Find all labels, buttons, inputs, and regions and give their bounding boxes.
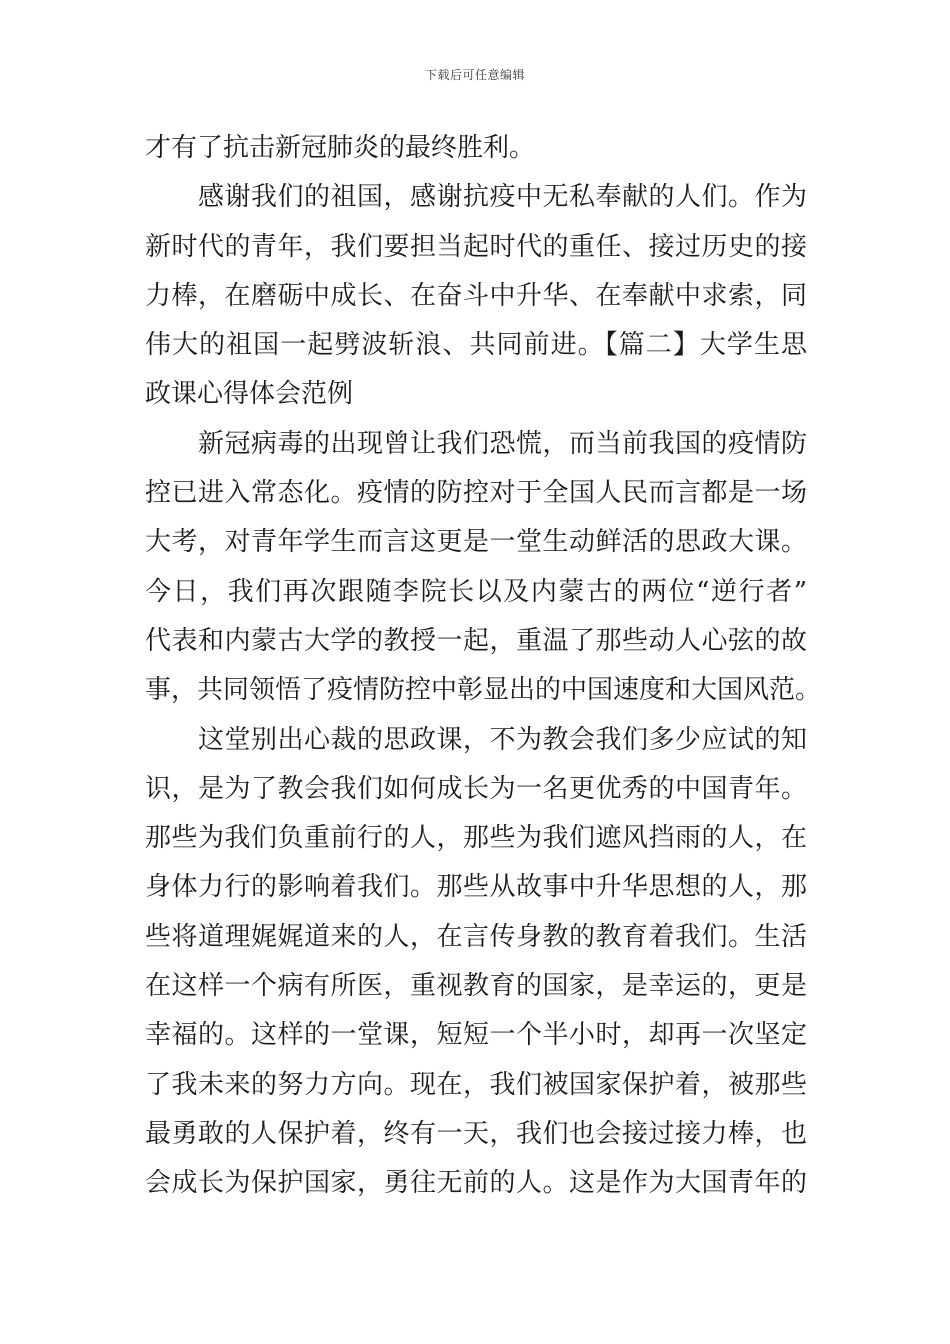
text-line: 伟大的祖国一起劈波斩浪、共同前进。【篇二】大学生思	[145, 330, 807, 361]
text-line: 感谢我们的祖国，感谢抗疫中无私奉献的人们。作为	[145, 182, 807, 213]
text-line: 了我未来的努力方向。现在，我们被国家保护着，被那些	[145, 1069, 807, 1100]
text-line: 最勇敢的人保护着，终有一天，我们也会接过接力棒，也	[145, 1118, 807, 1149]
text-line: 新时代的青年，我们要担当起时代的重任、接过历史的接	[145, 231, 807, 262]
text-line: 今日，我们再次跟随李院长以及内蒙古的两位“逆行者”	[145, 576, 807, 607]
text-line: 政课心得体会范例	[145, 379, 354, 410]
text-line: 才有了抗击新冠肺炎的最终胜利。	[145, 133, 536, 163]
text-line: 在这样一个病有所医，重视教育的国家，是幸运的，更是	[145, 971, 807, 1002]
text-line: 控已进入常态化。疫情的防控对于全国人民而言都是一场	[145, 478, 807, 509]
text-line: 那些为我们负重前行的人，那些为我们遮风挡雨的人，在	[145, 823, 807, 854]
text-line: 身体力行的影响着我们。那些从故事中升华思想的人，那	[145, 872, 807, 903]
header-note: 下载后可任意编辑	[424, 68, 525, 82]
text-line: 些将道理娓娓道来的人，在言传身教的教育着我们。生活	[145, 921, 807, 952]
body-text	[145, 124, 822, 1209]
text-line: 这堂别出心裁的思政课，不为教会我们多少应试的知	[145, 724, 807, 755]
text-line: 识，是为了教会我们如何成长为一名更优秀的中国青年。	[145, 773, 807, 804]
text-line: 幸福的。这样的一堂课，短短一个半小时，却再一次坚定	[145, 1020, 807, 1051]
text-line: 力棒，在磨砺中成长、在奋斗中升华、在奉献中求索，同	[145, 280, 807, 311]
text-line: 大考，对青年学生而言这更是一堂生动鲜活的思政大课。	[145, 527, 807, 558]
text-line: 会成长为保护国家，勇往无前的人。这是作为大国青年的	[145, 1168, 807, 1199]
text-line: 代表和内蒙古大学的教授一起，重温了那些动人心弦的故	[145, 625, 807, 656]
text-line: 新冠病毒的出现曾让我们恐慌，而当前我国的疫情防	[145, 428, 807, 459]
text-line: 事，共同领悟了疫情防控中彰显出的中国速度和大国风范。	[145, 675, 822, 706]
